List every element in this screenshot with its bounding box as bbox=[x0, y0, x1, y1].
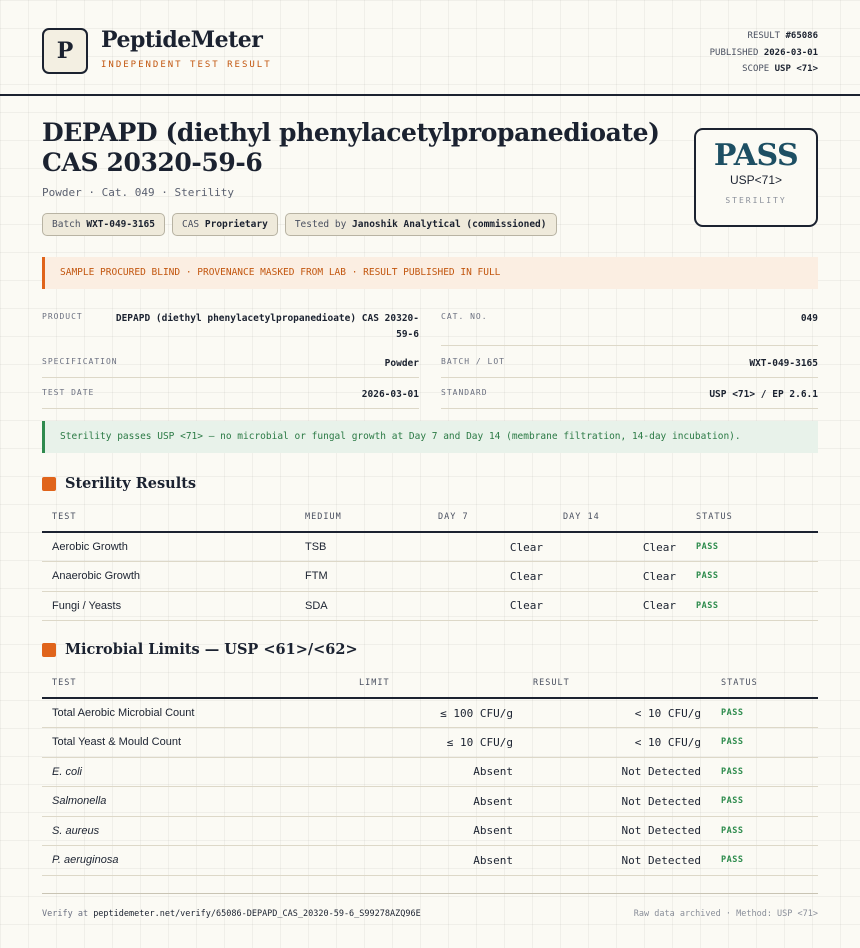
table-row bbox=[42, 698, 818, 728]
day7-value: Clear bbox=[428, 532, 553, 562]
result-value: Not Detected bbox=[523, 846, 711, 876]
status-badge: PASS bbox=[711, 757, 818, 787]
divider bbox=[42, 377, 419, 378]
sterility-title: Sterility Results bbox=[65, 475, 197, 492]
meta-scope: SCOPE USP <71> bbox=[742, 64, 818, 74]
meta-published: PUBLISHED 2026-03-01 bbox=[709, 47, 818, 58]
microbial-section-header bbox=[42, 641, 358, 658]
blind-notice: SAMPLE PROCURED BLIND · PROVENANCE MASKED FROM LAB · RESULT PUBLISHED IN FULL bbox=[42, 257, 818, 289]
status-badge: PASS bbox=[686, 532, 818, 562]
divider bbox=[441, 408, 818, 409]
info-standard bbox=[441, 387, 818, 407]
verdict-badge bbox=[694, 128, 818, 227]
result-value: Not Detected bbox=[523, 816, 711, 846]
table-row bbox=[42, 591, 818, 621]
info-product-value: DEPAPD (diethyl phenylacetylpropanedioate) CAS 20320-59-6 bbox=[115, 313, 419, 340]
verdict-word: PASS bbox=[713, 138, 799, 173]
brand-name: PeptideMeter bbox=[101, 27, 263, 53]
microbial-table bbox=[42, 668, 818, 876]
verdict-category: STERILITY bbox=[725, 196, 787, 205]
col-limit: LIMIT bbox=[349, 668, 523, 698]
divider bbox=[42, 408, 419, 409]
result-value: Not Detected bbox=[523, 787, 711, 817]
limit-value: Absent bbox=[349, 787, 523, 817]
chip-row bbox=[42, 213, 557, 236]
test-name: P. aeruginosa bbox=[42, 846, 349, 876]
info-date bbox=[42, 387, 419, 407]
col-medium: MEDIUM bbox=[295, 502, 428, 532]
sterility-table bbox=[42, 502, 818, 621]
info-date-value: 2026-03-01 bbox=[361, 389, 419, 400]
result-value: Not Detected bbox=[523, 757, 711, 787]
table-row bbox=[42, 816, 818, 846]
col-day7: DAY 7 bbox=[428, 502, 553, 532]
info-spec bbox=[42, 356, 419, 376]
status-badge: PASS bbox=[711, 816, 818, 846]
table-row bbox=[42, 787, 818, 817]
info-batch-label: BATCH / LOT bbox=[441, 357, 505, 366]
col-status: STATUS bbox=[686, 502, 818, 532]
result-notice: Sterility passes USP <71> — no microbial or fungal growth at Day 7 and Day 14 (membrane filtration, 14-day incubation). bbox=[42, 421, 818, 453]
table-row bbox=[42, 532, 818, 562]
info-cat-label: CAT. NO. bbox=[441, 312, 488, 321]
info-product-label: PRODUCT bbox=[42, 312, 83, 321]
batch-chip: Batch WXT-049-3165 bbox=[42, 213, 165, 236]
archive-note: Raw data archived · Method: USP <71> bbox=[633, 909, 818, 919]
verify-link[interactable]: peptidemeter.net/verify/65086-DEPAPD_CAS_20320-59-6_S99278AZQ96E bbox=[93, 909, 421, 919]
info-cat-value: 049 bbox=[800, 313, 818, 324]
test-name: S. aureus bbox=[42, 816, 349, 846]
status-badge: PASS bbox=[711, 728, 818, 758]
status-badge: PASS bbox=[711, 787, 818, 817]
table-row bbox=[42, 562, 818, 592]
test-name: Total Yeast & Mould Count bbox=[42, 728, 349, 758]
report-meta bbox=[710, 28, 818, 78]
test-name: E. coli bbox=[42, 757, 349, 787]
medium: TSB bbox=[295, 532, 428, 562]
medium: FTM bbox=[295, 562, 428, 592]
status-badge: PASS bbox=[686, 591, 818, 621]
test-name: Salmonella bbox=[42, 787, 349, 817]
table-row bbox=[42, 728, 818, 758]
col-test: TEST bbox=[42, 502, 295, 532]
table-header-row bbox=[42, 502, 818, 532]
info-date-label: TEST DATE bbox=[42, 388, 95, 397]
result-value: < 10 CFU/g bbox=[523, 698, 711, 728]
limit-value: Absent bbox=[349, 816, 523, 846]
divider bbox=[441, 377, 818, 378]
limit-value: Absent bbox=[349, 846, 523, 876]
tested-by-chip: Tested by Janoshik Analytical (commissioned) bbox=[285, 213, 557, 236]
status-badge: PASS bbox=[686, 562, 818, 592]
test-name: Total Aerobic Microbial Count bbox=[42, 698, 349, 728]
info-standard-value: USP <71> / EP 2.6.1 bbox=[709, 389, 818, 400]
table-header-row bbox=[42, 668, 818, 698]
info-batch bbox=[441, 356, 818, 376]
info-spec-value: Powder bbox=[384, 358, 419, 369]
day14-value: Clear bbox=[553, 591, 686, 621]
table-row bbox=[42, 846, 818, 876]
col-status: STATUS bbox=[711, 668, 818, 698]
status-badge: PASS bbox=[711, 698, 818, 728]
verify-line: Verify at peptidemeter.net/verify/65086-DEPAPD_CAS_20320-59-6_S99278AZQ96E bbox=[42, 909, 421, 919]
section-marker-icon bbox=[42, 643, 56, 657]
col-test: TEST bbox=[42, 668, 349, 698]
microbial-title: Microbial Limits — USP <61>/<62> bbox=[65, 641, 358, 658]
col-day14: DAY 14 bbox=[553, 502, 686, 532]
test-name: Anaerobic Growth bbox=[42, 562, 295, 592]
info-standard-label: STANDARD bbox=[441, 388, 488, 397]
limit-value: ≤ 10 CFU/g bbox=[349, 728, 523, 758]
info-product bbox=[42, 311, 419, 341]
test-name: Aerobic Growth bbox=[42, 532, 295, 562]
info-cat bbox=[441, 311, 818, 331]
info-spec-label: SPECIFICATION bbox=[42, 357, 118, 366]
brand-tagline: INDEPENDENT TEST RESULT bbox=[101, 60, 272, 70]
section-marker-icon bbox=[42, 477, 56, 491]
day14-value: Clear bbox=[553, 532, 686, 562]
logo-icon: P bbox=[42, 28, 88, 74]
result-value: < 10 CFU/g bbox=[523, 728, 711, 758]
day7-value: Clear bbox=[428, 591, 553, 621]
status-badge: PASS bbox=[711, 846, 818, 876]
page-title: DEPAPD (diethyl phenylacetylpropanedioate) CAS 20320-59-6 bbox=[42, 118, 660, 177]
footer-divider bbox=[42, 893, 818, 894]
day14-value: Clear bbox=[553, 562, 686, 592]
page-subtitle: Powder · Cat. 049 · Sterility bbox=[42, 186, 235, 199]
limit-value: ≤ 100 CFU/g bbox=[349, 698, 523, 728]
col-result: RESULT bbox=[523, 668, 711, 698]
divider bbox=[441, 345, 818, 346]
verdict-standard: USP<71> bbox=[729, 173, 783, 187]
test-name: Fungi / Yeasts bbox=[42, 591, 295, 621]
day7-value: Clear bbox=[428, 562, 553, 592]
info-batch-value: WXT-049-3165 bbox=[749, 358, 818, 369]
medium: SDA bbox=[295, 591, 428, 621]
cas-chip: CAS Proprietary bbox=[172, 213, 278, 236]
report-header bbox=[0, 0, 860, 96]
table-row bbox=[42, 757, 818, 787]
limit-value: Absent bbox=[349, 757, 523, 787]
meta-result: RESULT #65086 bbox=[747, 31, 818, 41]
sterility-section-header bbox=[42, 475, 196, 492]
